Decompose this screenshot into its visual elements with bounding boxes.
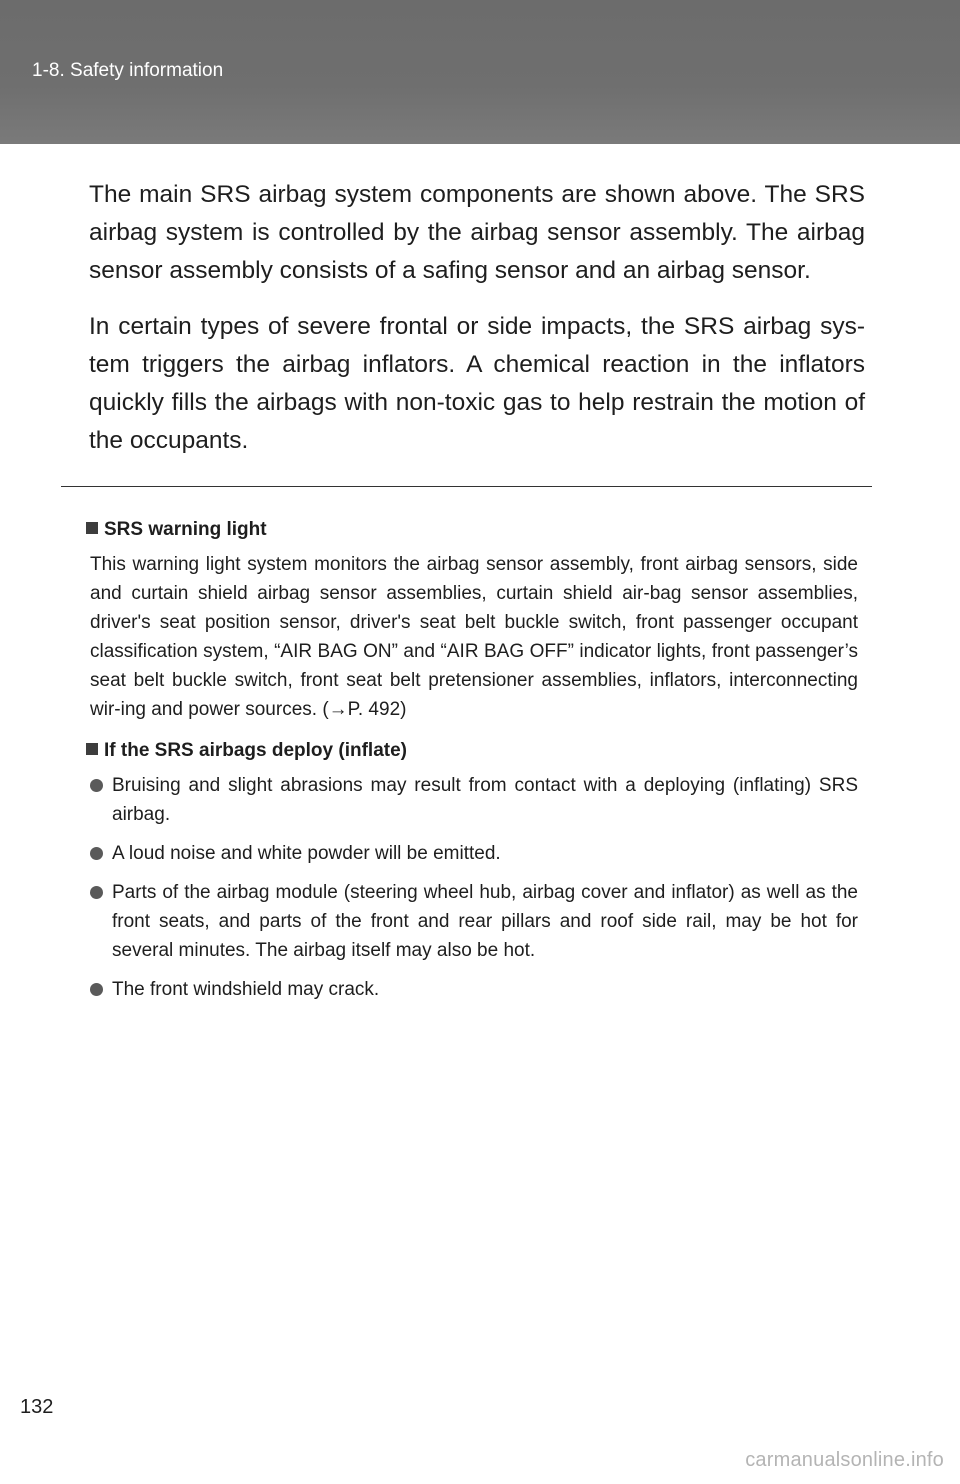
- warning-light-heading: [86, 515, 858, 544]
- notes-section: [86, 515, 858, 1014]
- heading-text: If the SRS airbags deploy (inflate): [104, 740, 407, 761]
- list-item-text: Parts of the airbag module (steering wheel hub, airbag cover and inflator) as well as the front seats, and parts of the front and rear pillars and roof side rail, may be hot for several minutes. The airbag itself may also be hot.: [112, 882, 858, 961]
- list-item: [90, 878, 858, 965]
- divider: [61, 486, 872, 487]
- square-bullet-icon: [86, 743, 98, 755]
- list-item-text: Bruising and slight abrasions may result from contact with a deploying (inflating) SRS airbag.: [112, 775, 858, 825]
- square-bullet-icon: [86, 522, 98, 534]
- deploy-heading: [86, 736, 858, 765]
- watermark: carmanualsonline.info: [745, 1449, 944, 1471]
- list-item-text: The front windshield may crack.: [112, 979, 380, 1000]
- circle-bullet-icon: [90, 886, 103, 899]
- list-item: [90, 839, 858, 868]
- paragraph: The main SRS airbag system components are shown above. The SRS airbag system is controlled by the airbag sensor assembly. The airbag sensor assembly consists of a safing sensor and an airbag sensor.: [89, 181, 865, 284]
- paragraph: In certain types of severe frontal or side impacts, the SRS airbag sys-tem triggers the airbag inflators. A chemical reaction in the inflators quickly fills the airbags with non-toxic gas to help restrain the motion of the occupants.: [89, 313, 865, 454]
- main-text: [89, 176, 865, 478]
- list-item: [90, 975, 858, 1004]
- section-title: 1-8. Safety information: [32, 60, 224, 81]
- page-number: 132: [20, 1396, 54, 1418]
- circle-bullet-icon: [90, 983, 103, 996]
- warning-light-body: This warning light system monitors the airbag sensor assembly, front airbag sensors, side and curtain shield airbag sensor assemblies, curtain shield air-bag sensor assemblies, driver's seat position sensor, driver's seat belt buckle switch, front passenger occupant classification system, “AIR BAG ON” and “AIR BAG OFF” indicator lights, front passenger’s seat belt buckle switch, front seat belt pretensioner assemblies, inflators, interconnecting wir-ing and power sources. (→P. 492): [90, 554, 858, 720]
- list-item: [90, 771, 858, 829]
- page-header: [0, 0, 960, 144]
- circle-bullet-icon: [90, 847, 103, 860]
- list-item-text: A loud noise and white powder will be emitted.: [112, 843, 501, 864]
- circle-bullet-icon: [90, 779, 103, 792]
- heading-text: SRS warning light: [104, 519, 267, 540]
